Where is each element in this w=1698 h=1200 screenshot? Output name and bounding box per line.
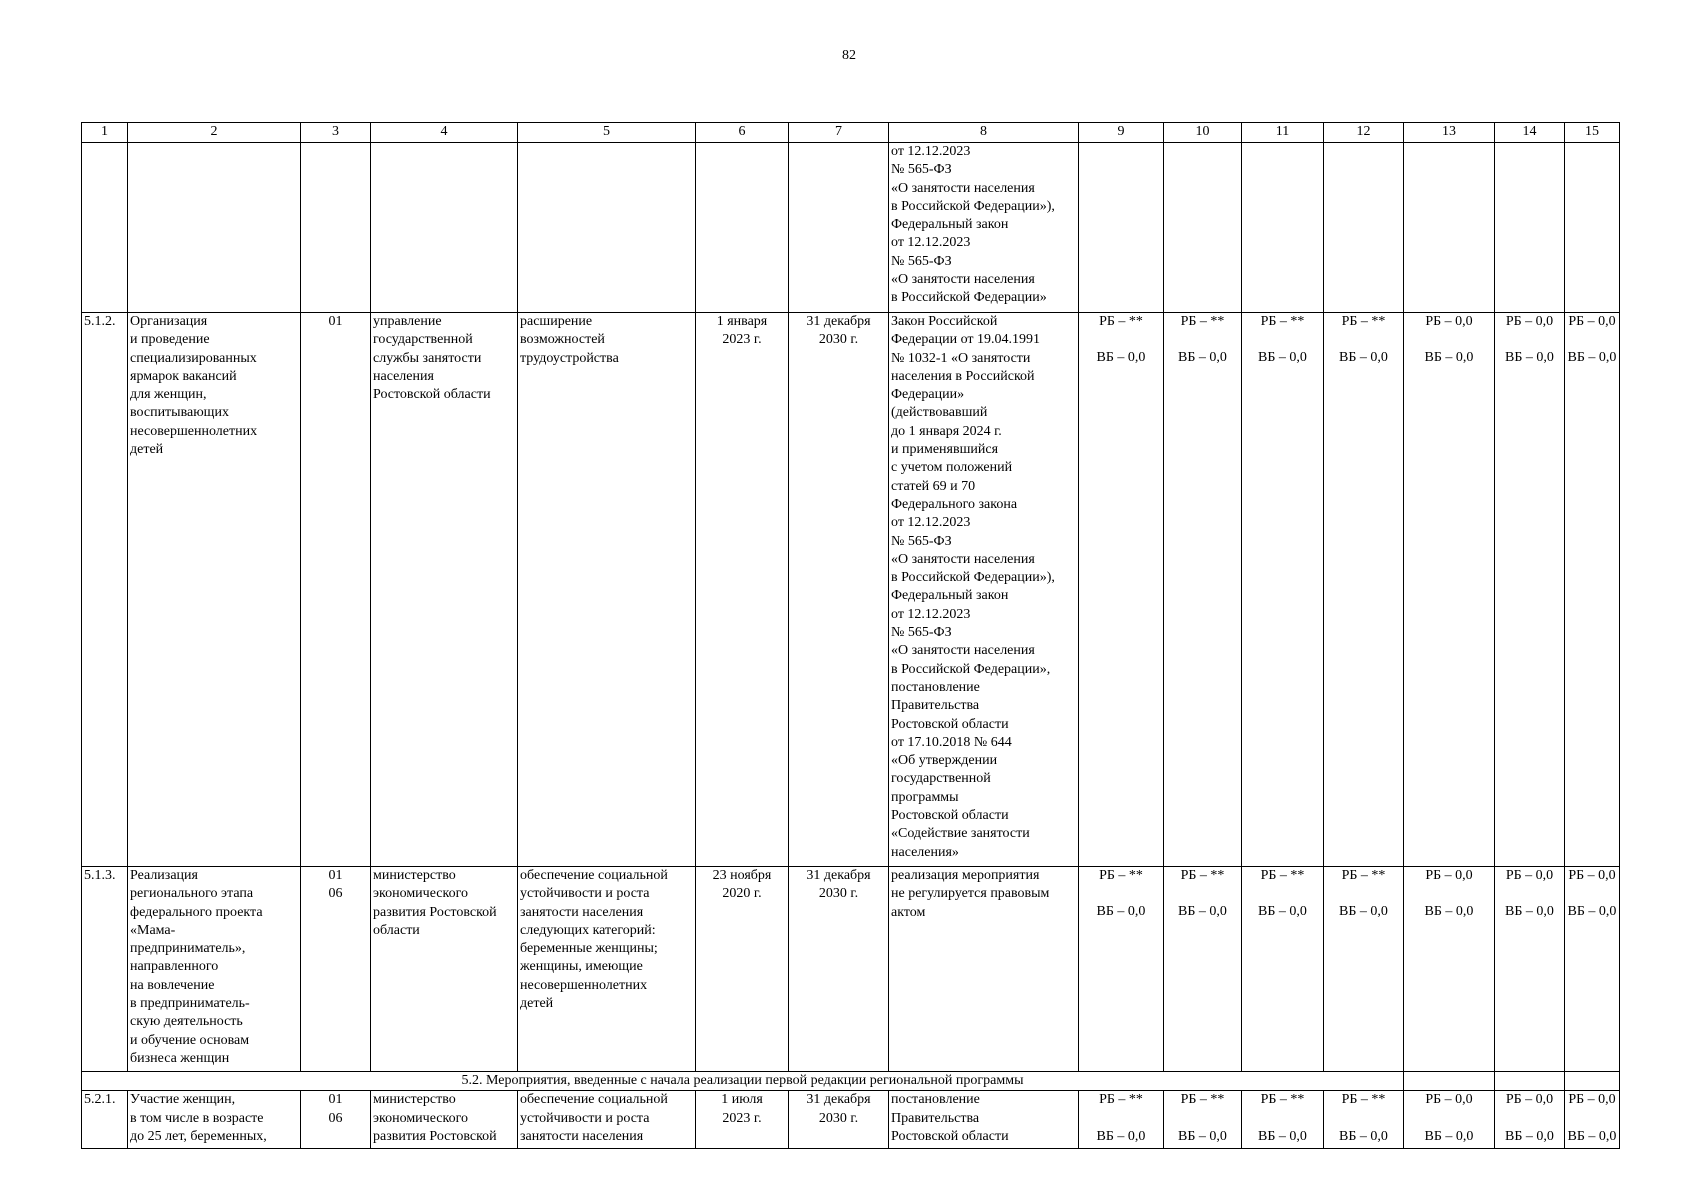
column-number: 12: [1324, 123, 1404, 143]
vb-value: ВБ – 0,0: [1096, 904, 1146, 920]
funding-cell: [1164, 1091, 1242, 1149]
rb-value: РБ – 0,0: [1505, 314, 1554, 329]
executor-cell: министерство экономического развития Ростовской области: [371, 867, 518, 1072]
funding-cell: [1565, 313, 1620, 867]
funding-cell: [1565, 1091, 1620, 1149]
activity-name: Участие женщин, в том числе в возрасте до 25 лет, беременных,: [128, 1091, 301, 1149]
section-row: [82, 1072, 1620, 1091]
funding-cell: [1324, 1091, 1404, 1149]
vb-value: ВБ – 0,0: [1567, 904, 1617, 920]
column-number-row: [82, 123, 1620, 143]
funding-cell: [1404, 1091, 1495, 1149]
legal-basis-cell: от 12.12.2023 № 565-ФЗ «О занятости населения в Российской Федерации»), Федеральный закон от 12.12.2023 № 565-ФЗ «О занятости населения в Российской Федерации»: [889, 143, 1079, 313]
section-title: 5.2. Мероприятия, введенные с начала реализации первой редакции региональной программы: [82, 1072, 1404, 1091]
column-number: 7: [789, 123, 889, 143]
continuation-row: [82, 143, 1620, 313]
column-number: 8: [889, 123, 1079, 143]
result-cell: обеспечение социальной устойчивости и роста занятости населения: [518, 1091, 696, 1149]
column-number: 5: [518, 123, 696, 143]
rb-value: РБ – 0,0: [1425, 868, 1473, 883]
column-number: 4: [371, 123, 518, 143]
vb-value: ВБ – 0,0: [1339, 904, 1388, 920]
rb-value: РБ – **: [1341, 868, 1386, 883]
column-number: 3: [301, 123, 371, 143]
code-cell: 01 06: [301, 867, 371, 1072]
funding-cell: [1242, 1091, 1324, 1149]
funding-cell: [1324, 867, 1404, 1072]
vb-value: ВБ – 0,0: [1178, 904, 1227, 920]
funding-cell: [1324, 313, 1404, 867]
vb-value: ВБ – 0,0: [1424, 1128, 1474, 1144]
column-number: 6: [696, 123, 789, 143]
vb-value: ВБ – 0,0: [1339, 350, 1388, 366]
funding-cell: [1164, 867, 1242, 1072]
legal-basis-cell: реализация мероприятия не регулируется правовым актом: [889, 867, 1079, 1072]
column-number: 15: [1565, 123, 1620, 143]
funding-cell: [1404, 867, 1495, 1072]
rb-value: РБ – **: [1260, 1092, 1305, 1108]
code-cell: 01: [301, 313, 371, 867]
vb-value: ВБ – 0,0: [1178, 1128, 1227, 1144]
column-number: 10: [1164, 123, 1242, 143]
row-number: 5.2.1.: [82, 1091, 128, 1149]
vb-value: ВБ – 0,0: [1339, 1128, 1388, 1144]
column-number: 9: [1079, 123, 1164, 143]
funding-cell: [1495, 1091, 1565, 1149]
column-number: 14: [1495, 123, 1565, 143]
rb-value: РБ – **: [1180, 314, 1225, 329]
program-table: [81, 122, 1620, 1149]
legal-basis-cell: Закон Российской Федерации от 19.04.1991 № 1032-1 «О занятости населения в Российской Федерации» (действовавший до 1 января 2024 г. и применявшийся с учетом положений статей 69 и 70 Федерального закона от 12.12.2023 № 565-ФЗ «О занятости населения в Российской Федерации»), Федеральный закон от 12.12.2023 № 565-ФЗ «О занятости населения в Российской Федерации», постановление Правительства Ростовской области от 17.10.2018 № 644 «Об утверждении государственной программы Ростовской области «Содействие занятости населения»: [889, 313, 1079, 867]
vb-value: ВБ – 0,0: [1505, 904, 1554, 920]
end-date: 31 декабря 2030 г.: [789, 1091, 889, 1149]
code-cell: 01 06: [301, 1091, 371, 1149]
vb-value: ВБ – 0,0: [1258, 1128, 1307, 1144]
vb-value: ВБ – 0,0: [1258, 350, 1307, 366]
column-number: 2: [128, 123, 301, 143]
rb-value: РБ – **: [1260, 314, 1305, 329]
rb-value: РБ – 0,0: [1568, 1092, 1616, 1108]
funding-cell: [1079, 313, 1164, 867]
end-date: 31 декабря 2030 г.: [789, 867, 889, 1072]
funding-cell: [1565, 867, 1620, 1072]
rb-value: РБ – 0,0: [1568, 868, 1616, 883]
rb-value: РБ – **: [1099, 314, 1143, 329]
rb-value: РБ – **: [1341, 1092, 1386, 1108]
rb-value: РБ – 0,0: [1425, 1092, 1473, 1108]
end-date: 31 декабря 2030 г.: [789, 313, 889, 867]
rb-value: РБ – 0,0: [1425, 314, 1473, 329]
funding-cell: [1164, 313, 1242, 867]
row-number: 5.1.2.: [82, 313, 128, 867]
result-cell: расширение возможностей трудоустройства: [518, 313, 696, 867]
funding-cell: [1495, 867, 1565, 1072]
rb-value: РБ – 0,0: [1505, 1092, 1554, 1108]
funding-cell: [1079, 1091, 1164, 1149]
legal-basis-cell: постановление Правительства Ростовской области: [889, 1091, 1079, 1149]
vb-value: ВБ – 0,0: [1096, 1128, 1146, 1144]
table-row: [82, 313, 1620, 867]
vb-value: ВБ – 0,0: [1096, 350, 1146, 366]
activity-name: Организация и проведение специализированных ярмарок вакансий для женщин, воспитывающих несовершеннолетних детей: [128, 313, 301, 867]
vb-value: ВБ – 0,0: [1424, 904, 1474, 920]
executor-cell: министерство экономического развития Ростовской: [371, 1091, 518, 1149]
rb-value: РБ – **: [1341, 314, 1386, 329]
column-number: 11: [1242, 123, 1324, 143]
vb-value: ВБ – 0,0: [1505, 350, 1554, 366]
rb-value: РБ – **: [1260, 868, 1305, 883]
row-number: 5.1.3.: [82, 867, 128, 1072]
funding-cell: [1495, 313, 1565, 867]
vb-value: ВБ – 0,0: [1424, 350, 1474, 366]
rb-value: РБ – **: [1180, 1092, 1225, 1108]
rb-value: РБ – **: [1180, 868, 1225, 883]
funding-cell: [1242, 313, 1324, 867]
rb-value: РБ – **: [1099, 868, 1143, 883]
rb-value: РБ – **: [1099, 1092, 1143, 1108]
vb-value: ВБ – 0,0: [1258, 904, 1307, 920]
rb-value: РБ – 0,0: [1505, 868, 1554, 883]
start-date: 23 ноября 2020 г.: [696, 867, 789, 1072]
funding-cell: [1242, 867, 1324, 1072]
start-date: 1 июля 2023 г.: [696, 1091, 789, 1149]
executor-cell: управление государственной службы занятости населения Ростовской области: [371, 313, 518, 867]
vb-value: ВБ – 0,0: [1567, 1128, 1617, 1144]
column-number: 13: [1404, 123, 1495, 143]
column-number: 1: [82, 123, 128, 143]
vb-value: ВБ – 0,0: [1505, 1128, 1554, 1144]
result-cell: обеспечение социальной устойчивости и роста занятости населения следующих категорий: беременные женщины; женщины, имеющие несовершеннолетних детей: [518, 867, 696, 1072]
table-row: [82, 867, 1620, 1072]
start-date: 1 января 2023 г.: [696, 313, 789, 867]
funding-cell: [1079, 867, 1164, 1072]
funding-cell: [1404, 313, 1495, 867]
vb-value: ВБ – 0,0: [1178, 350, 1227, 366]
vb-value: ВБ – 0,0: [1567, 350, 1617, 366]
activity-name: Реализация регионального этапа федерального проекта «Мама- предприниматель», направленного на вовлечение в предприниматель- скую деятельность и обучение основам бизнеса женщин: [128, 867, 301, 1072]
rb-value: РБ – 0,0: [1568, 314, 1616, 329]
page-number: 82: [842, 48, 856, 63]
table-row: [82, 1091, 1620, 1149]
